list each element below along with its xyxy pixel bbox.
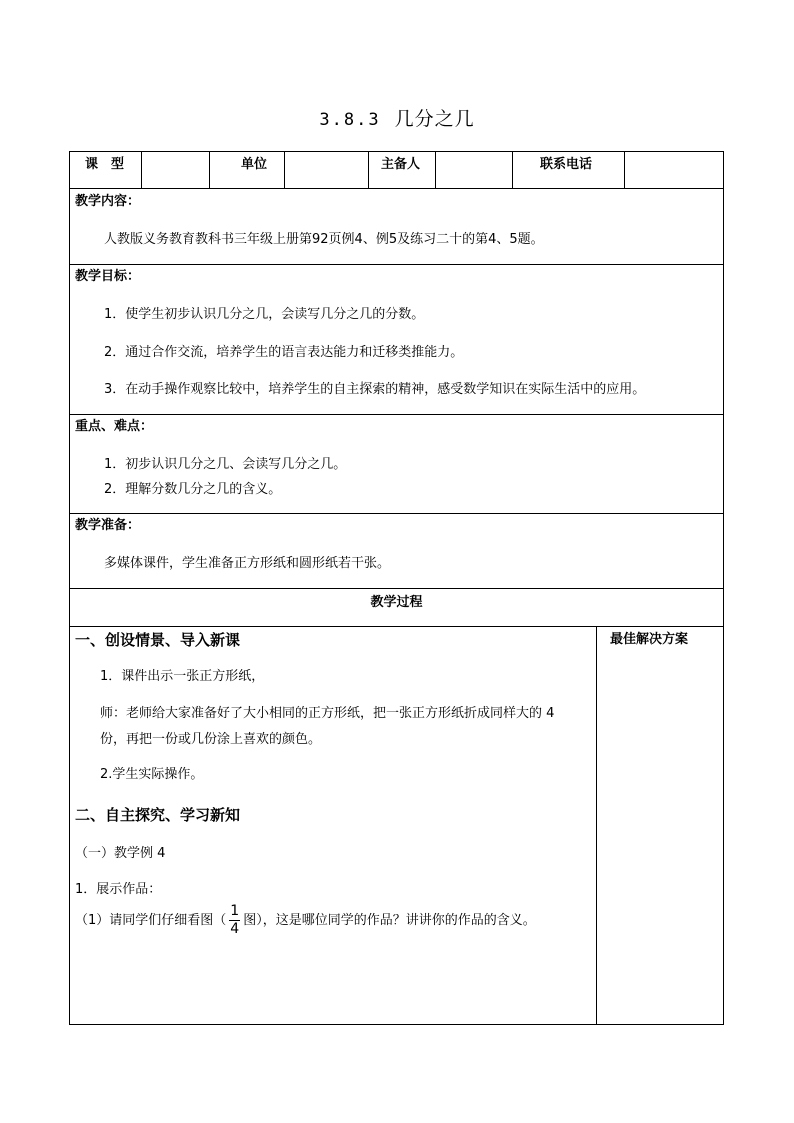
step2-text: 2.学生实际操作。 [100, 767, 204, 782]
row-divider-keypoints [69, 513, 724, 514]
fraction-one-quarter [229, 903, 240, 938]
show-works-text: 1．展示作品： [75, 882, 162, 897]
header-col-divider [284, 151, 285, 188]
page-title [0, 104, 794, 131]
unit-label: 单位 [241, 157, 268, 172]
goal-item: 2．通过合作交流，培养学生的语言表达能力和迁移类推能力。 [104, 345, 464, 360]
lesson-name: 几分之几 [394, 108, 475, 130]
process-label: 教学过程 [370, 595, 423, 610]
header-col-divider [209, 151, 210, 188]
process-col-divider [596, 626, 597, 1025]
section2-title: 二、自主探究、学习新知 [75, 806, 241, 824]
teacher-line-2: 份，再把一份或几份涂上喜欢的颜色。 [100, 732, 322, 747]
best-solution-label: 最佳解决方案 [610, 632, 689, 647]
section1-title: 一、创设情景、导入新课 [75, 631, 241, 649]
content-label: 教学内容： [75, 194, 141, 209]
keypoint-item: 1．初步认识几分之几、会读写几分之几。 [104, 457, 347, 472]
question-1 [75, 902, 536, 940]
row-divider-process [69, 626, 724, 627]
row-divider-header [69, 188, 724, 189]
goals-label: 教学目标： [75, 269, 141, 284]
row-divider-preparation [69, 588, 724, 589]
lesson-number: 3.8.3 [319, 110, 381, 130]
preparation-label: 教学准备： [75, 518, 141, 533]
content-text: 人教版义务教育教科书三年级上册第92页例4、例5及练习二十的第4、5题。 [104, 232, 544, 247]
header-col-divider [141, 151, 142, 188]
header-col-divider [435, 151, 436, 188]
preparation-text: 多媒体课件，学生准备正方形纸和圆形纸若干张。 [104, 556, 391, 571]
fraction-denominator: 4 [230, 921, 240, 937]
header-col-divider [368, 151, 369, 188]
sub-heading-example4: （一）教学例 4 [75, 846, 166, 861]
keypoint-item: 2．理解分数几分之几的含义。 [104, 482, 282, 497]
header-col-divider [512, 151, 513, 188]
keypoints-label: 重点、难点： [75, 419, 154, 434]
row-divider-goals [69, 414, 724, 415]
phone-label: 联系电话 [540, 157, 593, 172]
goal-item: 1．使学生初步认识几分之几，会读写几分之几的分数。 [104, 307, 425, 322]
step1-text: 1．课件出示一张正方形纸， [100, 669, 265, 684]
preparer-label: 主备人 [381, 157, 421, 172]
question-1-suffix: 图），这是哪位同学的作品？讲讲你的作品的含义。 [243, 913, 536, 928]
question-1-prefix: （1）请同学们仔细看图（ [75, 913, 227, 928]
teacher-line-1: 师：老师给大家准备好了大小相同的正方形纸，把一张正方形纸折成同样大的 4 [100, 706, 555, 721]
row-divider-content [69, 264, 724, 265]
fraction-numerator: 1 [230, 903, 240, 919]
lesson-type-label: 课 型 [85, 157, 125, 172]
goal-item: 3．在动手操作观察比较中，培养学生的自主探索的精神，感受数学知识在实际生活中的应用。 [104, 382, 646, 397]
header-col-divider [624, 151, 625, 188]
